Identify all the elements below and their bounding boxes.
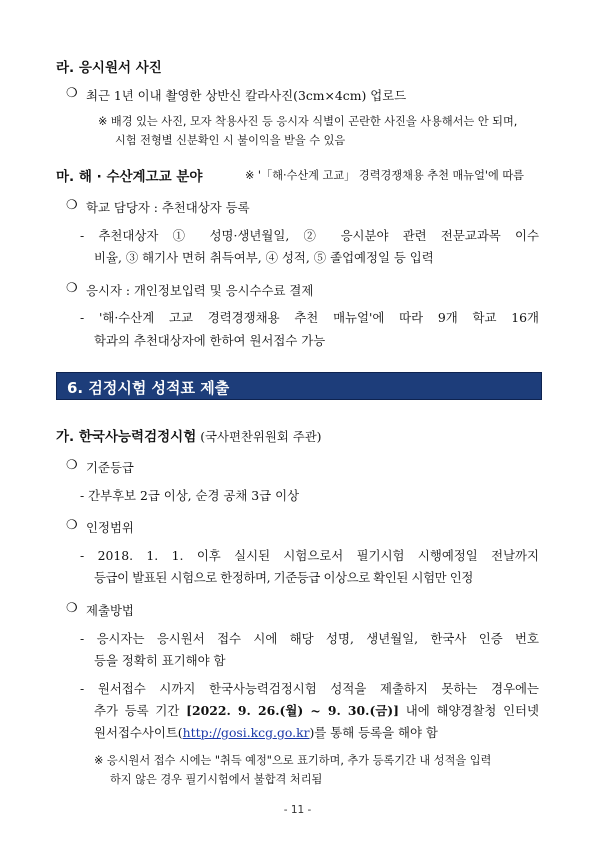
ga-scope-sub-line1: - 2018. 1. 1. 이후 실시된 시험으로서 필기시험 시행예정일 전날까지: [80, 548, 539, 563]
circle-bullet-icon: ❍: [66, 518, 78, 533]
ma-applicant-item: 응시자 : 개인정보입력 및 응시수수료 결제: [86, 283, 314, 298]
ga-method-sub2-line1: - 원서접수 시까지 한국사능력검정시험 성적을 제출하지 못하는 경우에는: [80, 681, 539, 696]
section-6-header: 6. 검정시험 성적표 제출: [56, 372, 542, 400]
circle-bullet-icon: ❍: [66, 601, 78, 616]
ma-school-item: 학교 담당자 : 추천대상자 등록: [86, 200, 250, 215]
ga-method-sub1-line1: - 응시자는 응시원서 접수 시에 해당 성명, 생년월일, 한국사 인증 번호: [80, 631, 539, 646]
circle-bullet-icon: ❍: [66, 281, 78, 296]
ra-photo-item: 최근 1년 이내 촬영한 상반신 칼라사진(3cm×4cm) 업로드: [86, 88, 407, 103]
ga-method-label: 제출방법: [86, 603, 134, 618]
gosi-site-link[interactable]: http://gosi.kcg.go.kr: [182, 725, 310, 740]
ma-applicant-sub-line2: 학과의 추천대상자에 한하여 원서접수 가능: [94, 333, 326, 348]
ga-standard-label: 기준등급: [86, 460, 134, 475]
ra-photo-note-line2: 시험 전형별 신분확인 시 불이익을 받을 수 있음: [115, 134, 346, 147]
ga-method-sub2-line3: 원서접수사이트(http://gosi.kcg.go.kr)를 통해 등록을 해야 함: [94, 725, 438, 740]
page-number: - 11 -: [283, 804, 312, 816]
section-ga-title-suffix: (국사편찬위원회 주관): [196, 429, 322, 444]
circle-bullet-icon: ❍: [66, 198, 78, 213]
ga-method-sub1-line2: 등을 정확히 표기해야 함: [94, 653, 226, 668]
ga-method-note-line1: ※ 응시원서 접수 시에는 "취득 예정"으로 표기하며, 추가 등록기간 내 성적을 입력: [94, 754, 492, 767]
section-ga-title-row: [56, 425, 322, 445]
ma-school-sub-line2: 비율, ③ 해기사 면허 취득여부, ④ 성적, ⑤ 졸업예정일 등 입력: [94, 250, 434, 265]
ga-scope-sub-line2: 등급이 발표된 시험으로 한정하며, 기준등급 이상으로 확인된 시험만 인정: [94, 570, 473, 585]
ma-school-sub-line1: - 추천대상자 ① 성명·생년월일, ② 응시분야 관련 전문교과목 이수: [80, 228, 539, 243]
ga-scope-label: 인정범위: [86, 520, 134, 535]
ra-photo-note-line1: ※ 배경 있는 사진, 모자 착용사진 등 응시자 식별이 곤란한 사진을 사용해서는 안 되며,: [98, 115, 518, 128]
section-ga-title: 가. 한국사능력검정시험: [56, 429, 197, 445]
ga-method-note-line2: 하지 않은 경우 필기시험에서 불합격 처리됨: [110, 773, 323, 786]
circle-bullet-icon: ❍: [66, 86, 78, 101]
ga-method-sub2-line2: 추가 등록 기간 [2022. 9. 26.(월) ~ 9. 30.(금)] 내에 해양경찰청 인터넷: [94, 703, 539, 718]
section-ra-title: 라. 응시원서 사진: [56, 60, 162, 76]
ma-applicant-sub-line1: - '해·수산계 고교 경력경쟁채용 추천 매뉴얼'에 따라 9개 학교 16개: [80, 310, 539, 325]
circle-bullet-icon: ❍: [66, 458, 78, 473]
registration-period: [2022. 9. 26.(월) ~ 9. 30.(금)]: [186, 703, 400, 718]
ga-standard-sub: - 간부후보 2급 이상, 순경 공채 3급 이상: [80, 488, 300, 503]
section-ma-title-note: ※ '「해·수산계 고교」 경력경쟁채용 추천 매뉴얼'에 따름: [245, 169, 524, 182]
section-ma-title: 마. 해 · 수산계고교 분야: [56, 169, 203, 185]
